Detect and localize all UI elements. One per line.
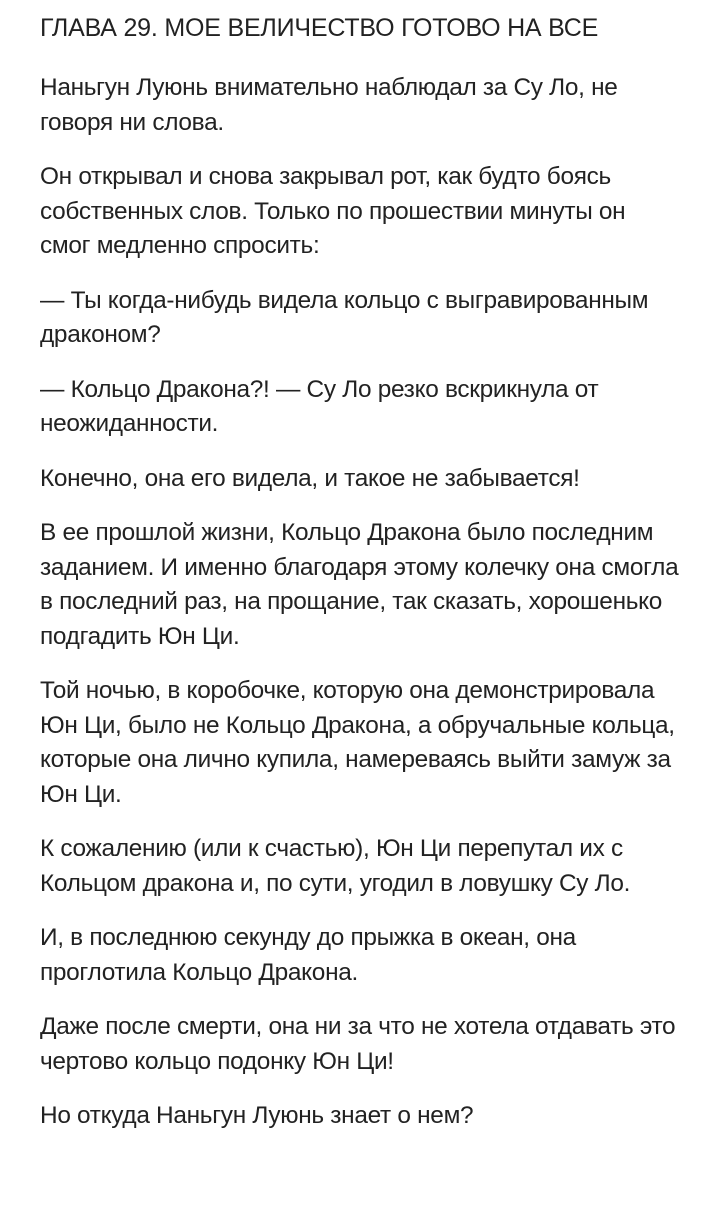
paragraph: Даже после смерти, она ни за что не хотела отдавать это чертово кольцо подонку Юн Ци! xyxy=(40,1013,676,1075)
paragraph: Конечно, она его видела, и такое не забывается! xyxy=(40,464,580,492)
paragraph: Он открывал и снова закрывал рот, как будто боясь собственных слов. Только по прошествии минуты он смог медленно спросить: xyxy=(40,163,626,259)
paragraph: В ее прошлой жизни, Кольцо Дракона было последним заданием. И именно благодаря этому колечку она смогла в последний раз, на прощание, так сказать, хорошенько подгадить Юн Ци. xyxy=(40,519,679,650)
paragraph: И, в последнюю секунду до прыжка в океан, она проглотила Кольцо Дракона. xyxy=(40,924,576,986)
chapter-title: ГЛАВА 29. МОЕ ВЕЛИЧЕСТВО ГОТОВО НА ВСЕ xyxy=(40,14,599,42)
paragraph: — Кольцо Дракона?! — Су Ло резко вскрикнула от неожиданности. xyxy=(40,375,599,437)
paragraph: Той ночью, в коробочке, которую она демонстрировала Юн Ци, было не Кольцо Дракона, а обручальные кольца, которые она лично купила, намереваясь выйти замуж за Юн Ци. xyxy=(40,677,675,808)
paragraph: — Ты когда-нибудь видела кольцо с выгравированным драконом? xyxy=(40,286,649,348)
paragraph: Наньгун Луюнь внимательно наблюдал за Су Ло, не говоря ни слова. xyxy=(40,74,618,136)
paragraph: К сожалению (или к счастью), Юн Ци перепутал их с Кольцом дракона и, по сути, угодил в ловушку Су Ло. xyxy=(40,835,631,897)
paragraph: Но откуда Наньгун Луюнь знает о нем? xyxy=(40,1102,474,1129)
